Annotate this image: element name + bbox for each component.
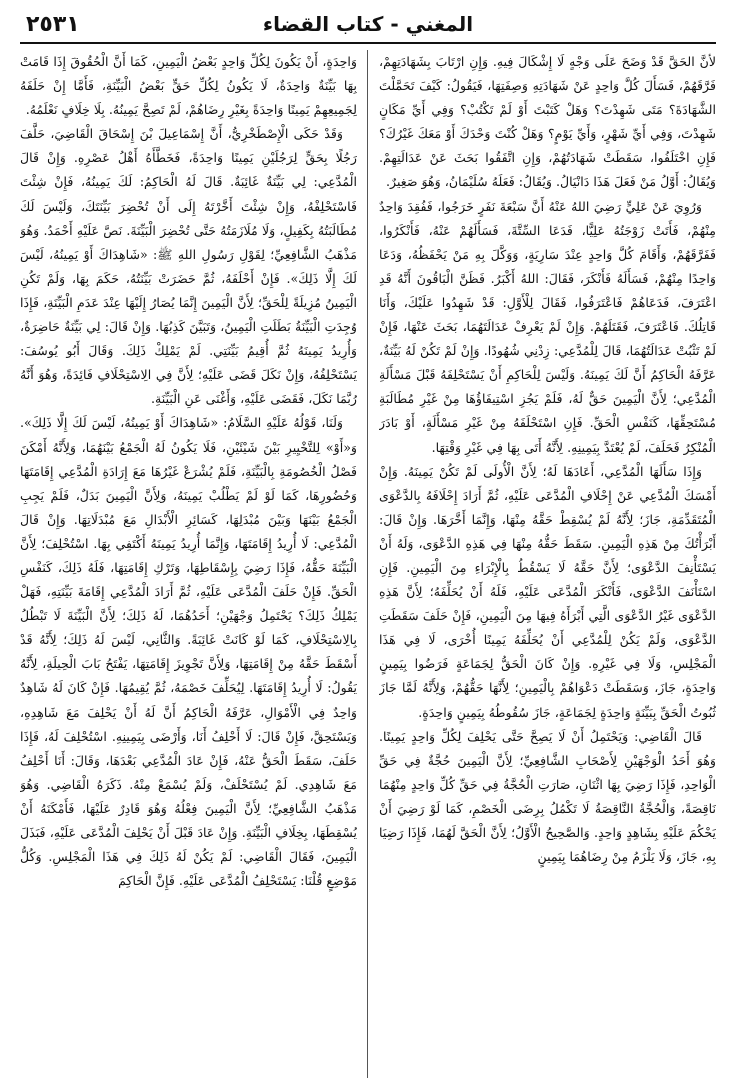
page-header xyxy=(20,8,716,44)
paragraph: وَرُوِيَ عَنْ عَلِيٍّ رَضِيَ اللهُ عَنْهُ أَنَّ سَبْعَةَ نَفَرٍ خَرَجُوا، فَفُقِدَ وَاحِدٌ مِنْهُمْ، فَأَتَتْ زَوْجَتُهُ عَلِيًّا، فَدَعَا السِّتَّةَ، فَسَأَلَهُمْ عَنْهُ، فَأَنْكَرُوا، فَفَرَّقَهُمْ، وَأَقَامَ كُلَّ وَاحِدٍ عِنْدَ سَارِيَةٍ، وَوَكَّلَ بِهِ مَنْ يَحْفَظُهُ، وَدَعَا وَاحِدًا مِنْهُمْ، فَسَأَلَهُ فَأَنْكَرَ، فَقَالَ: اللهُ أَكْبَرُ. فَظَنَّ الْبَاقُونَ أَنَّهُ قَدِ اعْتَرَفَ، فَدَعَاهُمْ فَاعْتَرَفُوا، فَقَالَ لِلْأَوَّلِ: قَدْ شَهِدُوا عَلَيْكَ، وَأَنَا قَاتِلُكَ. فَاعْتَرَفَ، فَقَتَلَهُمْ. وَإِنْ لَمْ يَعْرِفْ عَدَالَتَهُمَا، بَحَثَ عَنْهَا، فَإِنْ لَمْ تَثْبُتْ عَدَالَتُهُمَا، قَالَ لِلْمُدَّعِي: زِدْنِي شُهُودًا. وَإِنْ لَمْ تَكُنْ لَهُ بَيِّنَةٌ، عَرَّفَهُ الْحَاكِمُ أَنَّ لَكَ يَمِينَهُ. وَلَيْسَ لِلْحَاكِمِ أَنْ يَسْتَحْلِفَهُ قَبْلَ مَسْأَلَةِ الْمُدَّعِي؛ لِأَنَّ الْيَمِينَ حَقٌّ لَهُ، فَلَمْ يَجُزِ اسْتِيفَاؤُهَا مِنْ غَيْرِ مُطَالَبَةِ مُسْتَحِقِّهَا، كَنَفْسِ الْحَقِّ. فَإِنِ اسْتَحْلَفَهُ مِنْ غَيْرِ مَسْأَلَةٍ، أَوْ بَادَرَ الْمُنْكِرُ فَحَلَفَ، لَمْ يُعْتَدَّ بِيَمِينِهِ. لِأَنَّهُ أَتَى بِهَا فِي غَيْرِ وَقْتِهَا. xyxy=(379,198,716,455)
right-column xyxy=(379,50,716,1078)
paragraph: وَاحِدَةٍ، أَنْ يَكُونَ لِكُلِّ وَاحِدٍ بَعْضُ الْيَمِينِ، كَمَا أَنَّ الْحُقُوقَ إِذَا قَامَتْ بِهَا بَيِّنَةٌ وَاحِدَةٌ، لَا يَكُونُ لِكُلِّ حَقٍّ بَعْضُ الْبَيِّنَةِ، فَأَمَّا إِنْ حَلَفَهُ لِجَمِيعِهِمْ يَمِينًا وَاحِدَةً بِغَيْرِ رِضَاهُمْ، لَمْ تَصِحَّ يَمِينُهُ. بِلَا خِلَافٍ نَعْلَمُهُ. xyxy=(20,54,357,118)
text-columns xyxy=(20,50,716,1078)
left-column xyxy=(20,50,357,1078)
page-number: ٢٥٣١ xyxy=(26,12,80,37)
paragraph: قَالَ الْقَاضِي: وَيَحْتَمِلُ أَنْ لَا يَصِحَّ حَتَّى يَحْلِفَ لِكُلِّ وَاحِدٍ يَمِينًا. وَهُوَ أَحَدُ الْوَجْهَيْنِ لِأَصْحَابِ الشَّافِعِيِّ؛ لِأَنَّ الْيَمِينَ حُجَّةٌ فِي حَقِّ الْوَاحِدِ، فَإِذَا رَضِيَ بِهَا اثْنَانِ، صَارَتِ الْحُجَّةُ فِي حَقِّ كُلِّ وَاحِدٍ مِنْهُمَا نَاقِصَةً، وَالْحُجَّةُ النَّاقِصَةُ لَا تَكْمُلُ بِرِضَى الْخَصْمِ، كَمَا لَوْ رَضِيَ أَنْ يَحْكُمَ عَلَيْهِ بِشَاهِدٍ وَاحِدٍ. وَالصَّحِيحُ الْأَوَّلُ؛ لِأَنَّ الْحَقَّ لَهُمَا، فَإِذَا رَضِيَا بِهِ، جَازَ، وَلَا يَلْزَمُ مِنْ رِضَاهُمَا بِيَمِينٍ xyxy=(379,728,716,865)
paragraph: وَلَنَا، قَوْلُهُ عَلَيْهِ السَّلَامُ: «شَاهِدَاكَ أَوْ يَمِينُهُ، لَيْسَ لَكَ إِلَّا ذَلِكَ». وَ«أَوْ» لِلتَّخْيِيرِ بَيْنَ شَيْئَيْنِ، فَلَا يَكُونُ لَهُ الْجَمْعُ بَيْنَهُمَا، وَلِأَنَّهُ أَمْكَنَ فَصْلُ الْخُصُومَةِ بِالْبَيِّنَةِ، فَلَمْ يُشْرَعْ غَيْرُهَا مَعَ إِرَادَةِ الْمُدَّعِي إِقَامَتَهَا وَحُضُورِهَا، كَمَا لَوْ لَمْ يَطْلُبْ يَمِينَهُ، وَلِأَنَّ الْيَمِينَ بَدَلٌ، فَلَمْ يَجِبِ الْجَمْعُ بَيْنَهَا وَبَيْنَ مُبْدَلِهَا، كَسَائِرِ الْأَبْدَالِ مَعَ مُبْدَلَاتِهَا. وَإِنْ قَالَ الْمُدَّعِي: لَا أُرِيدُ إِقَامَتَهَا، وَإِنَّمَا أُرِيدُ يَمِينَهُ أَكْتَفِي بِهَا. اسْتُحْلِفَ؛ لِأَنَّ الْبَيِّنَةَ حَقُّهُ، فَإِذَا رَضِيَ بِإِسْقَاطِهَا، وَتَرْكِ إِقَامَتِهَا، فَلَهُ ذَلِكَ، كَنَفْسِ الْحَقِّ. فَإِنْ حَلَفَ الْمُدَّعَى عَلَيْهِ، ثُمَّ أَرَادَ الْمُدَّعِي إِقَامَةَ بَيِّنَتِهِ، فَهَلْ يَمْلِكُ ذَلِكَ؟ يَحْتَمِلُ وَجْهَيْنِ؛ أَحَدُهُمَا، لَهُ ذَلِكَ؛ لِأَنَّ الْبَيِّنَةَ لَا تَبْطُلُ بِالِاسْتِحْلَافِ، كَمَا لَوْ كَانَتْ غَائِبَةً. وَالثَّانِي، لَيْسَ لَهُ ذَلِكَ؛ لِأَنَّهُ قَدْ أَسْقَطَ حَقَّهُ مِنْ إِقَامَتِهَا، وَلِأَنَّ تَجْوِيزَ إِقَامَتِهَا، يَفْتَحُ بَابَ الْحِيلَةِ، لِأَنَّهُ يَقُولُ: لَا أُرِيدُ إِقَامَتَهَا. لِيُحَلِّفَ خَصْمَهُ، ثُمَّ يُقِيمُهَا. فَإِنْ كَانَ لَهُ شَاهِدٌ وَاحِدٌ فِي الْأَمْوَالِ، عَرَّفَهُ الْحَاكِمُ أَنَّ لَهُ أَنْ يَحْلِفَ مَعَ شَاهِدِهِ، وَيَسْتَحِقَّ، فَإِنْ قَالَ: لَا أَحْلِفُ أَنَا، وَأَرْضَى بِيَمِينِهِ. اسْتُحْلِفَ لَهُ، فَإِذَا حَلَفَ، سَقَطَ الْحَقُّ عَنْهُ، فَإِنْ عَادَ الْمُدَّعِي بَعْدَهَا، وَقَالَ: أَنَا أَحْلِفُ مَعَ شَاهِدِي. لَمْ يُسْتَحْلَفْ، وَلَمْ يُسْمَعْ مِنْهُ. ذَكَرَهُ الْقَاضِي. وَهُوَ مَذْهَبُ الشَّافِعِيِّ؛ لِأَنَّ الْيَمِينَ فِعْلُهُ وَهُوَ قَادِرٌ عَلَيْهَا، فَأَمْكَنَهُ أَنْ يُسْقِطَهَا، بِخِلَافِ الْبَيِّنَةِ. وَإِنْ عَادَ قَبْلَ أَنْ يَحْلِفَ الْمُدَّعَى عَلَيْهِ، فَبَذَلَ الْيَمِينَ، فَقَالَ الْقَاضِي: لَمْ يَكُنْ لَهُ ذَلِكَ فِي هَذَا الْمَجْلِسِ. وَكُلُّ مَوْضِعٍ قُلْنَا: يَسْتَحْلِفُ الْمُدَّعَى عَلَيْهِ. فَإِنَّ الْحَاكِمَ xyxy=(20,415,357,889)
paragraph: وَإِذَا سَأَلَهَا الْمُدَّعِي، أَعَادَهَا لَهُ؛ لِأَنَّ الْأُولَى لَمْ تَكُنْ يَمِينَهُ. وَإِنْ أَمْسَكَ الْمُدَّعِي عَنْ إِحْلَافِ الْمُدَّعَى عَلَيْهِ، ثُمَّ أَرَادَ إِحْلَافَهُ بِالدَّعْوَى الْمُتَقَدِّمَةِ، جَازَ؛ لِأَنَّهُ لَمْ يُسْقِطْ حَقَّهُ مِنْهَا، وَإِنَّمَا أَخَّرَهَا. وَإِنْ قَالَ: أَبْرَأْتُكَ مِنْ هَذِهِ الْيَمِينِ. سَقَطَ حَقُّهُ مِنْهَا فِي هَذِهِ الدَّعْوَى، وَلَهُ أَنْ يَسْتَأْنِفَ الدَّعْوَى؛ لِأَنَّ حَقَّهُ لَا يَسْقُطُ بِالْإِبْرَاءِ مِنَ الْيَمِينِ. فَإِنِ اسْتَأْنَفَ الدَّعْوَى، فَأَنْكَرَ الْمُدَّعَى عَلَيْهِ، فَلَهُ أَنْ يُحَلِّفَهُ؛ لِأَنَّ هَذِهِ الدَّعْوَى غَيْرُ الدَّعْوَى الَّتِي أَبْرَأَهُ فِيهَا مِنَ الْيَمِينِ، فَإِنْ حَلَفَ سَقَطَتِ الدَّعْوَى، وَلَمْ يَكُنْ لِلْمُدَّعِي أَنْ يُحَلِّفَهُ يَمِينًا أُخْرَى، لَا فِي هَذَا الْمَجْلِسِ، وَلَا فِي غَيْرِهِ. وَإِنْ كَانَ الْحَقُّ لِجَمَاعَةٍ فَرَضُوا بِيَمِينٍ وَاحِدَةٍ، جَازَ، وَسَقَطَتْ دَعْوَاهُمْ بِالْيَمِينِ؛ لِأَنَّهَا حَقُّهُمْ، وَلِأَنَّهُ لَمَّا جَازَ ثُبُوتُ الْحَقِّ بِبَيِّنَةٍ وَاحِدَةٍ لِجَمَاعَةٍ، جَازَ سُقُوطُهُ بِيَمِينٍ وَاحِدَةٍ. xyxy=(379,463,716,720)
running-title: المغني - كتاب القضاء xyxy=(262,12,474,36)
paragraph: لأنَّ الحَقَّ قَدْ وَضَحَ عَلَى وَجْهٍ لَا إِشْكَالَ فِيهِ. وَإِنِ ارْتَابَ بِشَهَادَتِهِمْ، فَرَّقَهُمْ، فَسَأَلَ كُلَّ وَاحِدٍ عَنْ شَهَادَتِهِ وَصِفَتِهَا، فَيَقُولُ: كَيْفَ تَحَمَّلْتَ الشَّهَادَةَ؟ مَتَى شَهِدْتَ؟ وَهَلْ كَتَبْتَ أَوْ لَمْ تَكْتُبْ؟ وَفِي أَيِّ مَكَانٍ شَهِدْتَ، وَفِي أَيِّ شَهْرٍ، وَأَيِّ يَوْمٍ؟ وَهَلْ كُنْتَ وَحْدَكَ أَوْ مَعَكَ غَيْرُكَ؟ فَإِنِ اخْتَلَفُوا، سَقَطَتْ شَهَادَتُهُمْ، وَإِنِ اتَّفَقُوا بَحَثَ عَنْ عَدَالَتِهِمْ. وَيُقَالُ: أَوَّلُ مَنْ فَعَلَ هَذَا دَانْيَالُ. وَيُقَالُ: فَعَلَهُ سُلَيْمَانُ، وَهُوَ صَغِيرٌ. xyxy=(379,54,716,190)
paragraph: وَقَدْ حَكَى الْإِصْطَخْرِيُّ، أَنَّ إِسْمَاعِيلَ بْنَ إِسْحَاقَ الْقَاضِيَ، حَلَّفَ رَجُلًا بِحَقٍّ لِرَجُلَيْنِ يَمِينًا وَاحِدَةً، فَخَطَّأَهُ أَهْلُ عَصْرِهِ. وَإِنْ قَالَ الْمُدَّعِي: لِي بَيِّنَةٌ غَائِبَةٌ. قَالَ لَهُ الْحَاكِمُ: لَكَ يَمِينُهُ، فَإِنْ شِئْتَ فَاسْتَحْلِفْهُ، وَإِنْ شِئْتَ أَخَّرْتَهُ إِلَى أَنْ تُحْضِرَ بَيِّنَتَكَ، وَلَيْسَ لَكَ مُطَالَبَتُهُ بِكَفِيلٍ، وَلَا مُلَازَمَتُهُ حَتَّى تُحْضِرَ الْبَيِّنَةَ. نَصَّ عَلَيْهِ أَحْمَدُ. وَهُوَ مَذْهَبُ الشَّافِعِيِّ؛ لِقَوْلِ رَسُولِ اللهِ ﷺ: «شَاهِدَاكَ أَوْ يَمِينُهُ، لَيْسَ لَكَ إِلَّا ذَلِكَ». فَإِنْ أَحْلَفَهُ، ثُمَّ حَضَرَتْ بَيِّنَتُهُ، حَكَمَ بِهَا، وَلَمْ تَكُنِ الْيَمِينُ مُزِيلَةً لِلْحَقِّ؛ لِأَنَّ الْيَمِينَ إِنَّمَا يُصَارُ إِلَيْهَا عِنْدَ عَدَمِ الْبَيِّنَةِ، فَإِذَا وُجِدَتِ الْبَيِّنَةُ بَطَلَتِ الْيَمِينُ، وَتَبَيَّنَ كَذِبُهَا. وَإِنْ قَالَ: لِي بَيِّنَةٌ حَاضِرَةٌ، وَأُرِيدُ يَمِينَهُ ثُمَّ أُقِيمُ بَيِّنَتِي. لَمْ يَمْلِكْ ذَلِكَ. وَقَالَ أَبُو يُوسُفَ: يَسْتَحْلِفُهُ، وَإِنْ نَكَلَ قَضَى عَلَيْهِ؛ لِأَنَّ فِي الِاسْتِحْلَافِ فَائِدَةً، وَهُوَ أَنَّهُ رُبَّمَا نَكَلَ، فَقَضَى عَلَيْهِ، وَأَغْنَى عَنِ الْبَيِّنَةِ. xyxy=(20,126,357,407)
